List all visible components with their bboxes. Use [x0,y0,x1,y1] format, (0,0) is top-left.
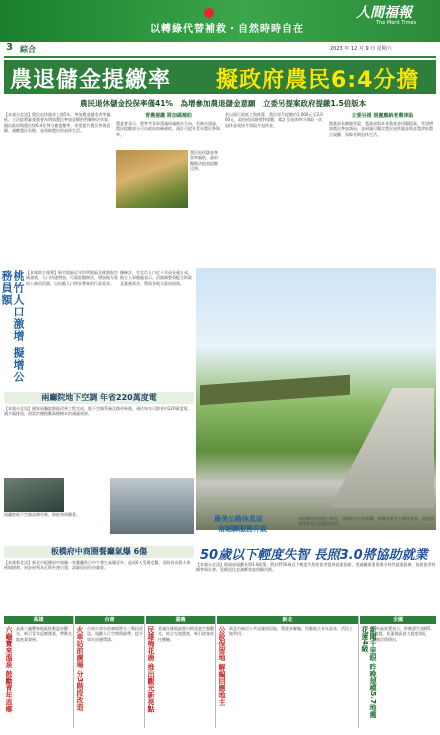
column-4-kicker: 立委另提 規畫應納老農津貼 [351,113,414,119]
column-2-kicker: 青農提繳 將加碼補助 [145,113,192,119]
story2-text-cont: 據統計，竹北市人口近十年成長逾五成，地方人事總處表示，員額調整須配合財政及業務需求，將與各地方政府協商。 [120,270,192,286]
story2-vertical-title: 桃竹人口激增 擬增公務員額 [0,270,25,383]
brief-title: 火車站前廣場 分3階段改造 [76,626,84,711]
story4-text: 【本報新北訊】新北市板橋府中商圈一家餐廳昨日中午發生氣爆意外，造成6人受傷送醫，消防局出動人車到場搶救，初步研判為瓦斯外洩引發，詳細原因仍待調查。 [4,560,191,571]
dementia-story-text: 【本報台北訊】衛福部規劃長照3.0政策，將針對50歲以下輕度失智症患者提供就業協助，透過職業重建與支持性就業服務，協助患者持續參與社會，延緩退化並減輕家庭照顧負擔。 [196,562,436,573]
masthead-slogan: 以轉綠代替補救・自然時時自在 [150,24,304,35]
brief-region: 嘉義 [146,616,215,624]
dementia-headline: 50歲以下輕度失智 長照3.0將協助就業 [200,548,428,563]
ac-equipment-photo [4,478,64,512]
section-name: 綜合 [20,45,36,54]
issue-date: 2023 年 12 月 9 日 星期六 [330,46,392,52]
hero-photo-caption: 南迴驛位於南迴公路旁，建築結合山海景觀，被譽為最美公路休息站，提供旅客休憩及在地農產展售。 [298,516,434,527]
ac-equipment-photo-2 [110,478,194,534]
brief-region: 全國 [360,616,436,624]
column-4-text: 農業部長陳駿季說，農業部與本身農基金同擬提案，希望增加農民參加誘因，並研議可擬定農民退休儲金與老農津貼整合規劃，保障長期退休生活。 [329,121,433,137]
lead-column-4 [329,112,436,267]
emblem-icon [204,8,214,18]
lead-headline-part2: 擬政府農民6:4分擔 [216,68,420,93]
brief-region: 新北 [217,616,358,624]
brief-text: 台南火車站前廣場將分三階段改造，規劃人行空間與綠帶，提升車站周邊環境。 [87,626,143,642]
column-2-text: 農委會表示，將參考各界建議研議修法方向，若修法通過，農民提繳部分可由政府加碼補助，預計可提升青年農民參與率。 [116,121,220,137]
brief-item [4,616,74,728]
brief-text: 高雄六龜寶來地區推動溫泉觀光，吸引青年返鄉創業，帶動在地產業發展。 [16,626,72,642]
brief-title: 民雄梅花鹿 推出觀光新亮點 [147,626,155,713]
brief-region: 高雄 [4,616,73,624]
brief-item [217,616,359,728]
regional-briefs [4,616,436,728]
brief-item [360,616,436,728]
header-rule [4,56,436,58]
story3-title: 兩廳院地下空調 年省220萬度電 [4,392,194,404]
lead-column-3: 若以現行最低工資推算，農民每月提繳約1,000元至2,000元，政府依同額相對提繳，累計至退休時可領取一次退休金或按月領取月退休金。 [225,112,323,128]
story2-text: 【本報綜合報導】新竹地區近年科學園區及桃園航空城發展，人口快速增加，行政院擬修法，增加地方政府公務員員額，以因應人口增長帶來的行政需求。 [26,270,118,286]
logo-chinese: 人間福報 [356,5,412,21]
hero-label-line1: 最美公路休息站 [214,515,263,523]
lead-headline-part1: 農退儲金提繳率 [10,68,172,93]
brief-title: 新聞千里眼 昨晚規模5.7地震 花蓮4級 [361,626,377,718]
brief-text: 中央氣象署表示，昨晚發生規模5.7地震，花蓮地區最大震度4級，暫無災情傳出。 [372,626,432,642]
brief-text: 新北市檢討公共設施保留地，將逐步解編，回應地主長年訴求，活化土地利用。 [229,626,353,637]
ac-photo-caption: 兩廳院地下空調設備更新，節能效果顯著。 [4,512,80,517]
story3-text: 【本報台北訊】國家兩廳院節能改善工程完成，地下空調系統汰換更新後，預估每年可節省約220萬度電，減少碳排放，相當於種植數萬棵樹木的減碳效果。 [4,406,192,417]
brief-title: 公設保留地 解編回應地主 [218,626,226,706]
brief-text: 嘉義民雄地區推出梅花鹿生態觀光，結合在地農產，吸引遊客前往體驗。 [158,626,214,642]
lead-column-1: 【本報台北訊】農民退休儲金上路5年，參加農退儲金者率偏低，立法院將審查農會為增加農民參加意願的相關修法草案，擬由政府與農民按6:4比例分擔提繳率，希望提升農民參與意願，減輕農民負擔，並保障農民的退休生活。 [4,112,112,134]
brief-item [75,616,145,728]
newspaper-logo [352,2,424,28]
farmer-photo-caption: 農民退休儲金參加率偏低，政府擬修法提高提繳比例。 [190,150,218,172]
page-number: 3 [6,42,13,53]
lead-subhead: 農民退休儲金投保率僅41% 為增參加農退儲金意願 立委另提案政府提繳1.5倍版本 [80,99,367,108]
brief-region: 台南 [75,616,144,624]
logo-english: The Merit Times [376,20,417,26]
hero-label-line2: 南迴驛服務升級 [218,525,267,533]
farmer-photo [116,150,188,208]
brief-item [146,616,216,728]
story4-title: 板橋府中商圈餐廳氣爆 6傷 [4,546,194,558]
brief-title: 六龜寶來溫泉 鼓勵青年返鄉 [5,626,13,713]
